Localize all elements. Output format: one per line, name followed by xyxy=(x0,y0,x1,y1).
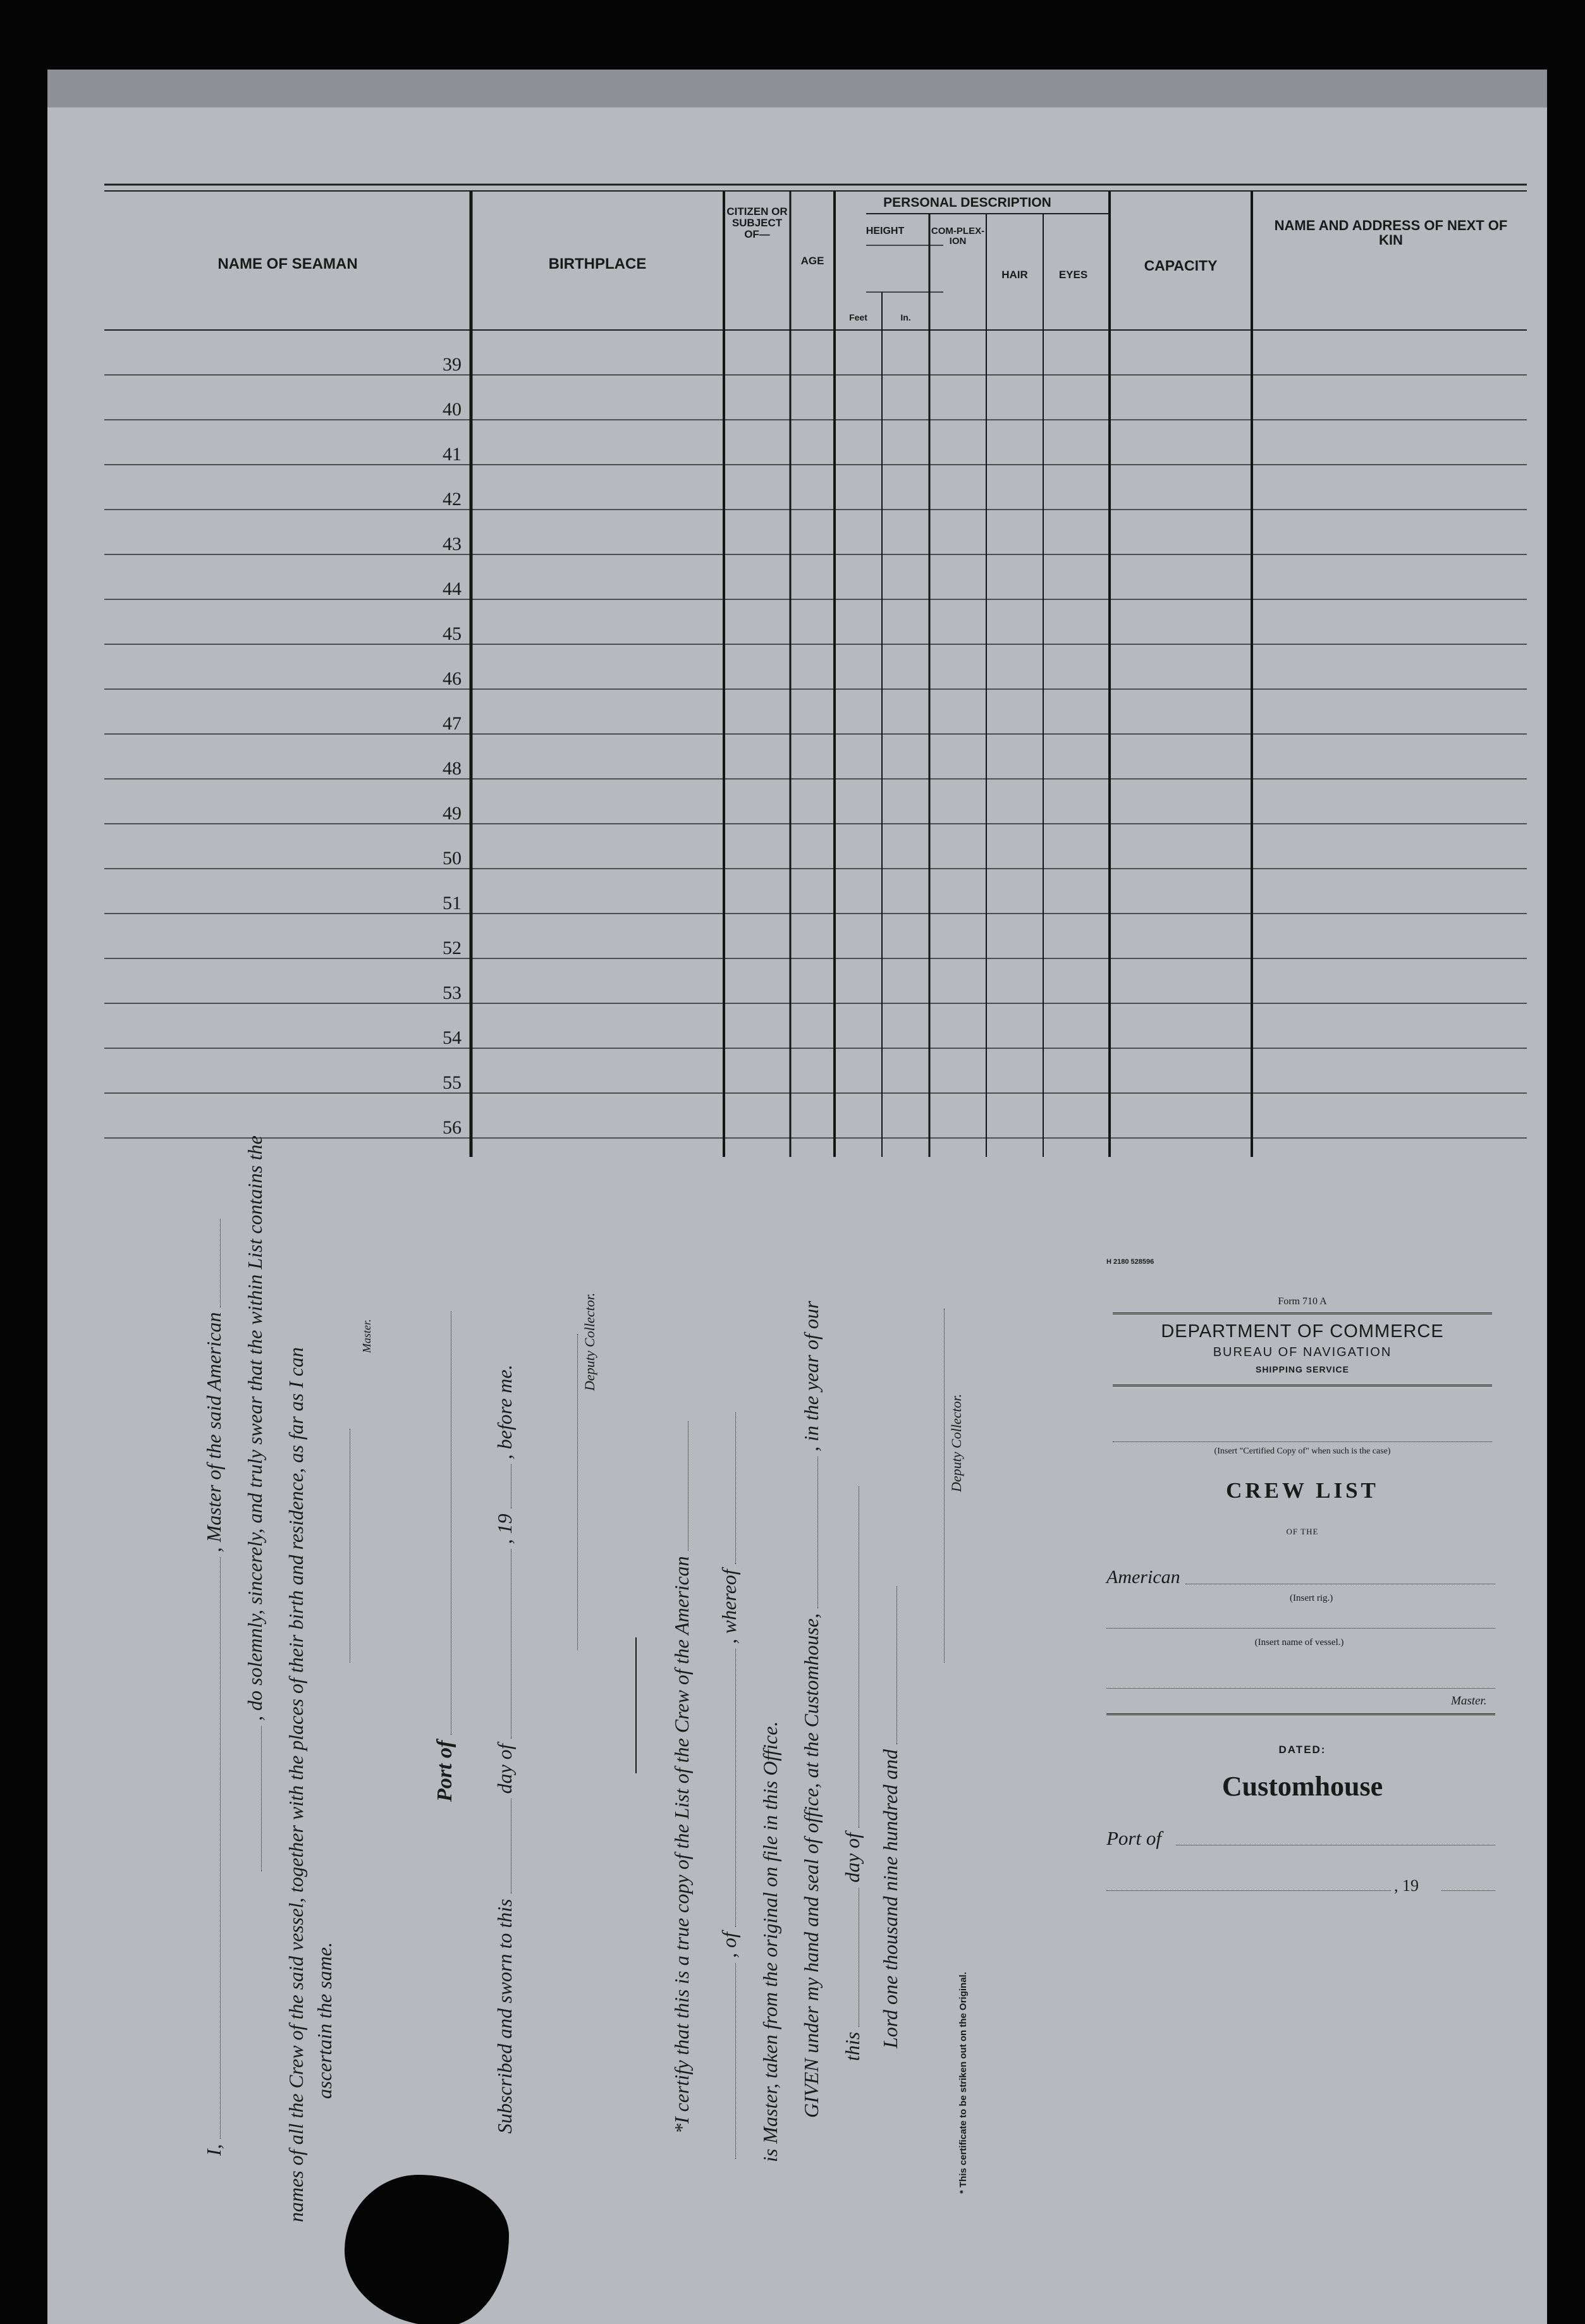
oath-before-me: , before me. xyxy=(493,1364,516,1460)
row-number: 40 xyxy=(443,399,462,420)
header-capacity: CAPACITY xyxy=(1144,257,1218,274)
insert-rig-note: (Insert rig.) xyxy=(1290,1593,1333,1603)
dated-label: DATED: xyxy=(1278,1744,1326,1756)
oath-master-signature-line[interactable] xyxy=(350,1429,351,1663)
row-number: 50 xyxy=(443,848,462,869)
cert-line-1 xyxy=(670,1421,694,2134)
crew-table xyxy=(104,183,1527,1170)
oath-year-label: , 19 xyxy=(493,1514,516,1544)
oath-line-3: names of all the Crew of the said vessel, together with the places of their birth and residence, as far as I can xyxy=(285,1347,307,2222)
oath-day-of-label: day of xyxy=(493,1744,516,1794)
table-grid xyxy=(104,183,1527,1170)
year-blank[interactable] xyxy=(1441,1890,1495,1891)
oath-rig-blank[interactable] xyxy=(261,1726,262,1871)
torn-corner xyxy=(345,2175,509,2324)
crew-list-page xyxy=(47,70,1547,2324)
oath-swear-text: , do solemnly, sincerely, and truly swear that the within List contains the xyxy=(243,1135,266,1721)
row-number: 53 xyxy=(443,982,462,1003)
oath-line-1 xyxy=(202,1271,226,2156)
department: DEPARTMENT OF COMMERCE xyxy=(1161,1321,1444,1342)
row-number: 56 xyxy=(443,1117,462,1138)
oath-port-of-label: Port of xyxy=(433,1740,456,1802)
row-number: 44 xyxy=(443,578,462,599)
insert-vessel-note: (Insert name of vessel.) xyxy=(1254,1637,1344,1648)
cert-lord-text: Lord one thousand nine hundred and xyxy=(879,1749,902,2048)
cover-panel xyxy=(1097,1258,1539,2143)
cert-year-of-our: , in the year of our xyxy=(800,1300,823,1452)
crew-list-title: CREW LIST xyxy=(1226,1478,1379,1503)
service: SHIPPING SERVICE xyxy=(1255,1364,1349,1374)
header-birthplace: BIRTHPLACE xyxy=(548,255,647,272)
master-name-blank[interactable] xyxy=(1106,1688,1495,1689)
oath-i: I, xyxy=(202,2144,225,2156)
cert-port-blank[interactable] xyxy=(735,1649,736,1927)
cover-rule-1 xyxy=(1113,1312,1492,1314)
row-number: 39 xyxy=(443,354,462,375)
header-citizen: CITIZEN OR SUBJECT OF— xyxy=(726,205,788,240)
header-eyes: EYES xyxy=(1058,269,1088,281)
oath-master-label: Master. xyxy=(360,1319,373,1353)
cert-line-2 xyxy=(718,1412,741,2159)
cert-deputy-collector: Deputy Collector. xyxy=(948,1393,964,1492)
cert-line-3: is Master, taken from the original on file in this Office. xyxy=(759,1721,781,2162)
cert-line-4 xyxy=(800,1301,823,2118)
header-complexion: COM-PLEX-ION xyxy=(931,226,985,247)
american-label: American xyxy=(1106,1567,1180,1587)
header-height: HEIGHT xyxy=(866,226,905,236)
header-name-of-seaman: NAME OF SEAMAN xyxy=(217,255,358,272)
header-personal-description: PERSONAL DESCRIPTION xyxy=(883,195,1051,210)
cert-line-5 xyxy=(841,1486,864,2061)
cert-this-label: this xyxy=(841,2031,864,2061)
header-inches: In. xyxy=(900,312,911,322)
row-number: 45 xyxy=(443,623,462,644)
cert-of-label: , of xyxy=(718,1932,740,1958)
torn-top-edge xyxy=(47,70,1547,107)
row-number: 46 xyxy=(443,668,462,689)
cert-footnote: * This certificate to be striken out on the Original. xyxy=(958,1972,969,2194)
oath-port-of xyxy=(433,1311,457,1802)
oath-master-name-blank[interactable] xyxy=(220,1557,221,2139)
bureau: BUREAU OF NAVIGATION xyxy=(1213,1345,1392,1359)
cert-collector-signature-line[interactable] xyxy=(944,1309,945,1663)
cert-day-of-label: day of xyxy=(841,1832,864,1883)
row-number: 42 xyxy=(443,489,462,510)
cert-line-6 xyxy=(879,1586,902,2048)
cert-customhouse-blank[interactable] xyxy=(817,1457,818,1608)
master-label: Master. xyxy=(1451,1694,1487,1708)
row-number: 43 xyxy=(443,534,462,554)
oath-line-4: ascertain the same. xyxy=(313,1942,336,2099)
oath-subscribed-line xyxy=(493,1364,517,2134)
header-next-of-kin: NAME AND ADDRESS OF NEXT OF KIN xyxy=(1274,217,1508,248)
row-number: 49 xyxy=(443,803,462,824)
of-the: OF THE xyxy=(1286,1527,1319,1536)
year-label: , 19 xyxy=(1394,1876,1419,1895)
cert-whereof-label: , whereof xyxy=(718,1569,740,1644)
header-hair: HAIR xyxy=(1001,269,1028,281)
certified-note: (Insert "Certified Copy of" when such is the case) xyxy=(1214,1446,1391,1456)
row-number: 41 xyxy=(443,444,462,465)
oath-vessel-blank[interactable] xyxy=(220,1219,221,1307)
certified-copy-blank[interactable] xyxy=(1113,1441,1492,1442)
form-number: Form 710 A xyxy=(1278,1296,1327,1307)
section-divider xyxy=(635,1637,637,1773)
customhouse-title: Customhouse xyxy=(1221,1771,1383,1802)
header-age: AGE xyxy=(800,255,824,267)
cert-master-blank[interactable] xyxy=(735,1412,736,1564)
date-blank[interactable] xyxy=(1106,1890,1391,1891)
row-number: 47 xyxy=(443,713,462,734)
cert-line-1-text: *I certify that this is a true copy of the List of the Crew of the American xyxy=(670,1556,693,2134)
cover-rule-2 xyxy=(1113,1385,1492,1386)
oath-deputy-collector: Deputy Collector. xyxy=(582,1292,597,1391)
port-of-label: Port of xyxy=(1106,1827,1161,1849)
oath-master-of: , Master of the said American xyxy=(202,1312,225,1553)
row-number: 52 xyxy=(443,938,462,958)
oath-line-2 xyxy=(243,1135,267,1871)
header-feet: Feet xyxy=(849,312,867,322)
row-number: 51 xyxy=(443,893,462,914)
row-number: 48 xyxy=(443,758,462,779)
cert-given-text: GIVEN under my hand and seal of office, at the Customhouse, xyxy=(800,1613,823,2118)
oath-collector-signature-line[interactable] xyxy=(577,1334,578,1650)
print-code: H 2180 528596 xyxy=(1106,1258,1154,1266)
row-number: 54 xyxy=(443,1027,462,1048)
cert-vessel-blank[interactable] xyxy=(735,1963,736,2159)
vessel-name-blank[interactable] xyxy=(1106,1628,1495,1629)
cover-rule-3 xyxy=(1106,1713,1495,1715)
oath-subscribed-label: Subscribed and sworn to this xyxy=(493,1899,516,2134)
row-number: 55 xyxy=(443,1072,462,1093)
